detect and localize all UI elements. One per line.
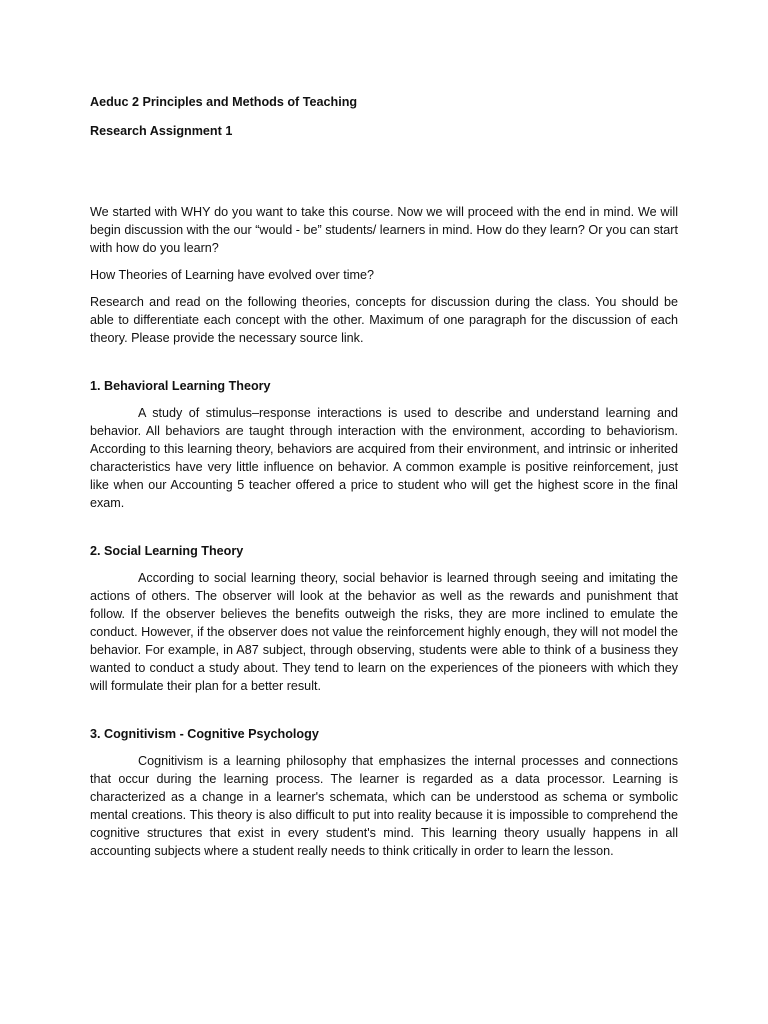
- section-heading: 3. Cognitivism - Cognitive Psychology: [90, 727, 319, 741]
- section-body: According to social learning theory, social behavior is learned through seeing and imitating the actions of others. The observer will look at the behavior as well as the rewards and punishment that follow. If the observer believes the benefits outweigh the risks, they are more inclined to emulate the conduct. However, if the observer does not value the reinforcement highly enough, they will not model the behavior. For example, in A87 subject, through observing, students were able to think of a business they wanted to conduct a study about. They tend to learn on the experiences of the pioneers with which they will formulate their plan for a better result.: [90, 571, 678, 693]
- document-page: [90, 93, 678, 860]
- assignment-title: Research Assignment 1: [90, 124, 233, 138]
- section-social: [90, 542, 678, 695]
- section-body: Cognitivism is a learning philosophy that emphasizes the internal processes and connections that occur during the learning process. The learner is regarded as a data processor. Learning is characterized as a change in a learner's schemata, which can be understood as schema or symbolic mental creations. This theory is also difficult to put into reality because it is impossible to comprehend the cognitive structures that exist in every student's mind. This learning theory usually happens in all accounting subjects where a student really needs to think critically in order to learn the lesson.: [90, 754, 678, 858]
- course-title: Aeduc 2 Principles and Methods of Teaching: [90, 95, 358, 109]
- intro-instructions: Research and read on the following theories, concepts for discussion during the class. You should be able to differentiate each concept with the other. Maximum of one paragraph for the discussion of each theory. Please provide the necessary source link.: [90, 295, 678, 345]
- intro-paragraph: We started with WHY do you want to take this course. Now we will proceed with the end in mind. We will begin discussion with the our “would - be” students/ learners in mind. How do they learn? Or you can start with how do you learn?: [90, 205, 679, 255]
- section-cognitivism: [90, 725, 678, 860]
- section-body: A study of stimulus–response interactions is used to describe and understand learning and behavior. All behaviors are taught through interaction with the environment, according to behaviorism. According to this learning theory, behaviors are acquired from their environment, and intrinsic or inherited characteristics have very little influence on behavior. A common example is positive reinforcement, just like when our Accounting 5 teacher offered a price to student who will get the highest score in the final exam.: [90, 406, 678, 510]
- section-heading: 2. Social Learning Theory: [90, 544, 244, 558]
- section-behavioral: [90, 377, 678, 512]
- intro-question: How Theories of Learning have evolved over time?: [90, 268, 374, 282]
- section-heading: 1. Behavioral Learning Theory: [90, 379, 271, 393]
